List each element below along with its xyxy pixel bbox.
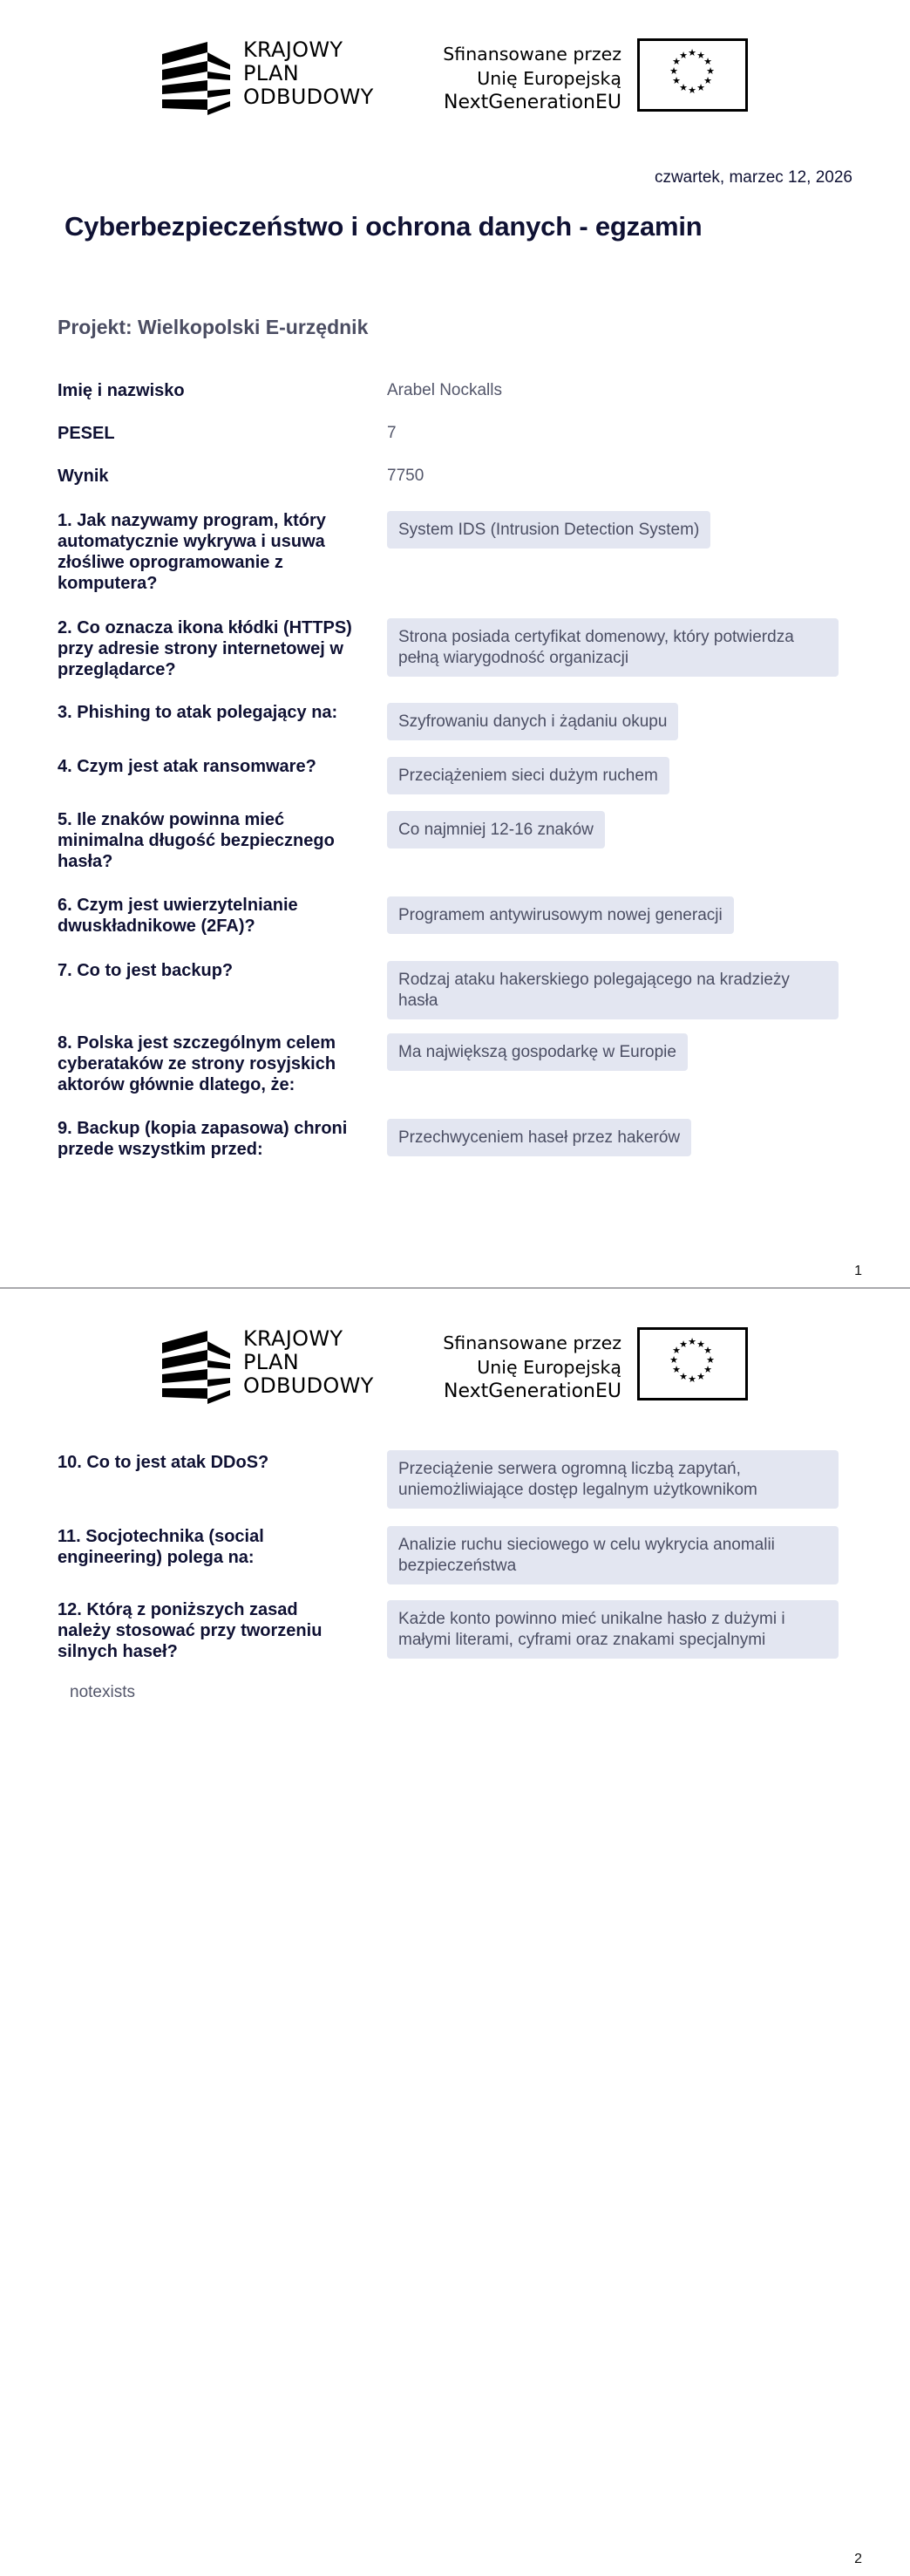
answer-box: Analizie ruchu sieciowego w celu wykrycia anomalii bezpieczeństwa — [387, 1526, 839, 1584]
eu-line-3: NextGenerationEU — [444, 92, 621, 113]
info-value: 7750 — [387, 467, 424, 485]
eu-line-1: Sfinansowane przez — [443, 1332, 621, 1353]
question-text: 12. Którą z poniższych zasad należy stosować przy tworzeniu silnych haseł? — [58, 1600, 323, 1661]
svg-text:★: ★ — [679, 1339, 688, 1350]
svg-text:★: ★ — [696, 82, 705, 93]
header-logos — [0, 1327, 910, 1406]
svg-text:★: ★ — [688, 85, 696, 96]
svg-text:★: ★ — [696, 1371, 705, 1382]
answer-box: Przechwyceniem haseł przez hakerów — [387, 1119, 691, 1156]
svg-text:★: ★ — [672, 56, 681, 67]
page-number: 2 — [854, 2552, 862, 2566]
svg-text:★: ★ — [679, 1371, 688, 1382]
eu-flag-icon — [637, 38, 748, 112]
eu-flag-icon — [637, 1327, 748, 1400]
answer-box: Strona posiada certyfikat domenowy, który potwierdza pełną wiarygodność organizacji — [387, 618, 839, 677]
svg-text:★: ★ — [688, 1373, 696, 1385]
question-text: 8. Polska jest szczególnym celem cyberataków ze strony rosyjskich aktorów głównie dlatego, że: — [58, 1033, 336, 1094]
project-name: Projekt: Wielkopolski E-urzędnik — [58, 316, 369, 338]
info-value: Arabel Nockalls — [387, 381, 502, 399]
info-label: PESEL — [58, 424, 115, 443]
kpo-logo — [162, 1327, 389, 1406]
eu-funding-text — [410, 1331, 621, 1404]
svg-text:★: ★ — [672, 1345, 681, 1356]
question-text: 1. Jak nazywamy program, który automatycznie wykrywa i usuwa złośliwe oprogramowanie z komputera? — [58, 511, 326, 593]
building-stripes-icon — [162, 40, 232, 115]
kpo-line-1: KRAJOWY — [243, 1326, 343, 1351]
svg-text:★: ★ — [696, 50, 705, 61]
question-text: 7. Co to jest backup? — [58, 961, 234, 980]
kpo-logo-text — [243, 38, 374, 109]
page-1 — [0, 0, 910, 1287]
kpo-line-3: ODBUDOWY — [243, 85, 374, 109]
svg-text:★: ★ — [703, 1345, 712, 1356]
info-value: 7 — [387, 424, 397, 442]
question-text: 10. Co to jest atak DDoS? — [58, 1453, 269, 1472]
eu-line-1: Sfinansowane przez — [443, 44, 621, 65]
svg-text:★: ★ — [688, 1336, 696, 1347]
svg-text:★: ★ — [679, 82, 688, 93]
svg-text:★: ★ — [672, 75, 681, 86]
kpo-line-3: ODBUDOWY — [243, 1373, 374, 1398]
svg-text:★: ★ — [669, 1354, 678, 1366]
svg-text:★: ★ — [696, 1339, 705, 1350]
kpo-line-2: PLAN — [243, 1350, 299, 1374]
info-label: Imię i nazwisko — [58, 381, 185, 400]
question-text: 9. Backup (kopia zapasowa) chroni przede wszystkim przed: — [58, 1119, 348, 1159]
info-label: Wynik — [58, 467, 109, 486]
svg-text:★: ★ — [706, 65, 715, 77]
question-text: 2. Co oznacza ikona kłódki (HTTPS) przy adresie strony internetowej w przeglądarce? — [58, 618, 352, 679]
footer-note: notexists — [70, 1683, 135, 1701]
eu-line-2: Unię Europejską — [477, 68, 621, 89]
svg-text:★: ★ — [679, 50, 688, 61]
answer-box: Przeciążeniem sieci dużym ruchem — [387, 757, 669, 794]
building-stripes-icon — [162, 1329, 232, 1404]
answer-box: Każde konto powinno mieć unikalne hasło z dużymi i małymi literami, cyframi oraz znakami specjalnymi — [387, 1600, 839, 1659]
question-text: 3. Phishing to atak polegający na: — [58, 703, 338, 722]
answer-box: Przeciążenie serwera ogromną liczbą zapytań, uniemożliwiające dostęp legalnym użytkownikom — [387, 1450, 839, 1509]
kpo-line-2: PLAN — [243, 61, 299, 85]
svg-text:★: ★ — [703, 1364, 712, 1375]
page-number: 1 — [854, 1264, 862, 1278]
answer-box: Rodzaj ataku hakerskiego polegającego na kradzieży hasła — [387, 961, 839, 1019]
answer-box: Co najmniej 12-16 znaków — [387, 811, 605, 848]
kpo-logo-text — [243, 1327, 374, 1398]
answer-box: Ma największą gospodarkę w Europie — [387, 1033, 688, 1071]
question-text: 4. Czym jest atak ransomware? — [58, 757, 316, 776]
question-text: 11. Socjotechnika (social engineering) polega na: — [58, 1527, 264, 1567]
svg-text:★: ★ — [672, 1364, 681, 1375]
svg-text:★: ★ — [669, 65, 678, 77]
svg-text:★: ★ — [703, 75, 712, 86]
document-title: Cyberbezpieczeństwo i ochrona danych - egzamin — [65, 211, 703, 242]
eu-line-3: NextGenerationEU — [444, 1380, 621, 1402]
svg-text:★: ★ — [703, 56, 712, 67]
answer-box: System IDS (Intrusion Detection System) — [387, 511, 710, 549]
svg-text:★: ★ — [688, 47, 696, 58]
kpo-line-1: KRAJOWY — [243, 37, 343, 62]
eu-funding-text — [410, 42, 621, 115]
question-text: 6. Czym jest uwierzytelnianie dwuskładnikowe (2FA)? — [58, 896, 298, 936]
eu-line-2: Unię Europejską — [477, 1357, 621, 1378]
answer-box: Programem antywirusowym nowej generacji — [387, 896, 734, 934]
header-logos — [0, 38, 910, 117]
page-2 — [0, 1287, 910, 2576]
document-date: czwartek, marzec 12, 2026 — [654, 168, 852, 187]
answer-box: Szyfrowaniu danych i żądaniu okupu — [387, 703, 678, 740]
question-text: 5. Ile znaków powinna mieć minimalna długość bezpiecznego hasła? — [58, 810, 335, 871]
svg-text:★: ★ — [706, 1354, 715, 1366]
kpo-logo — [162, 38, 389, 117]
